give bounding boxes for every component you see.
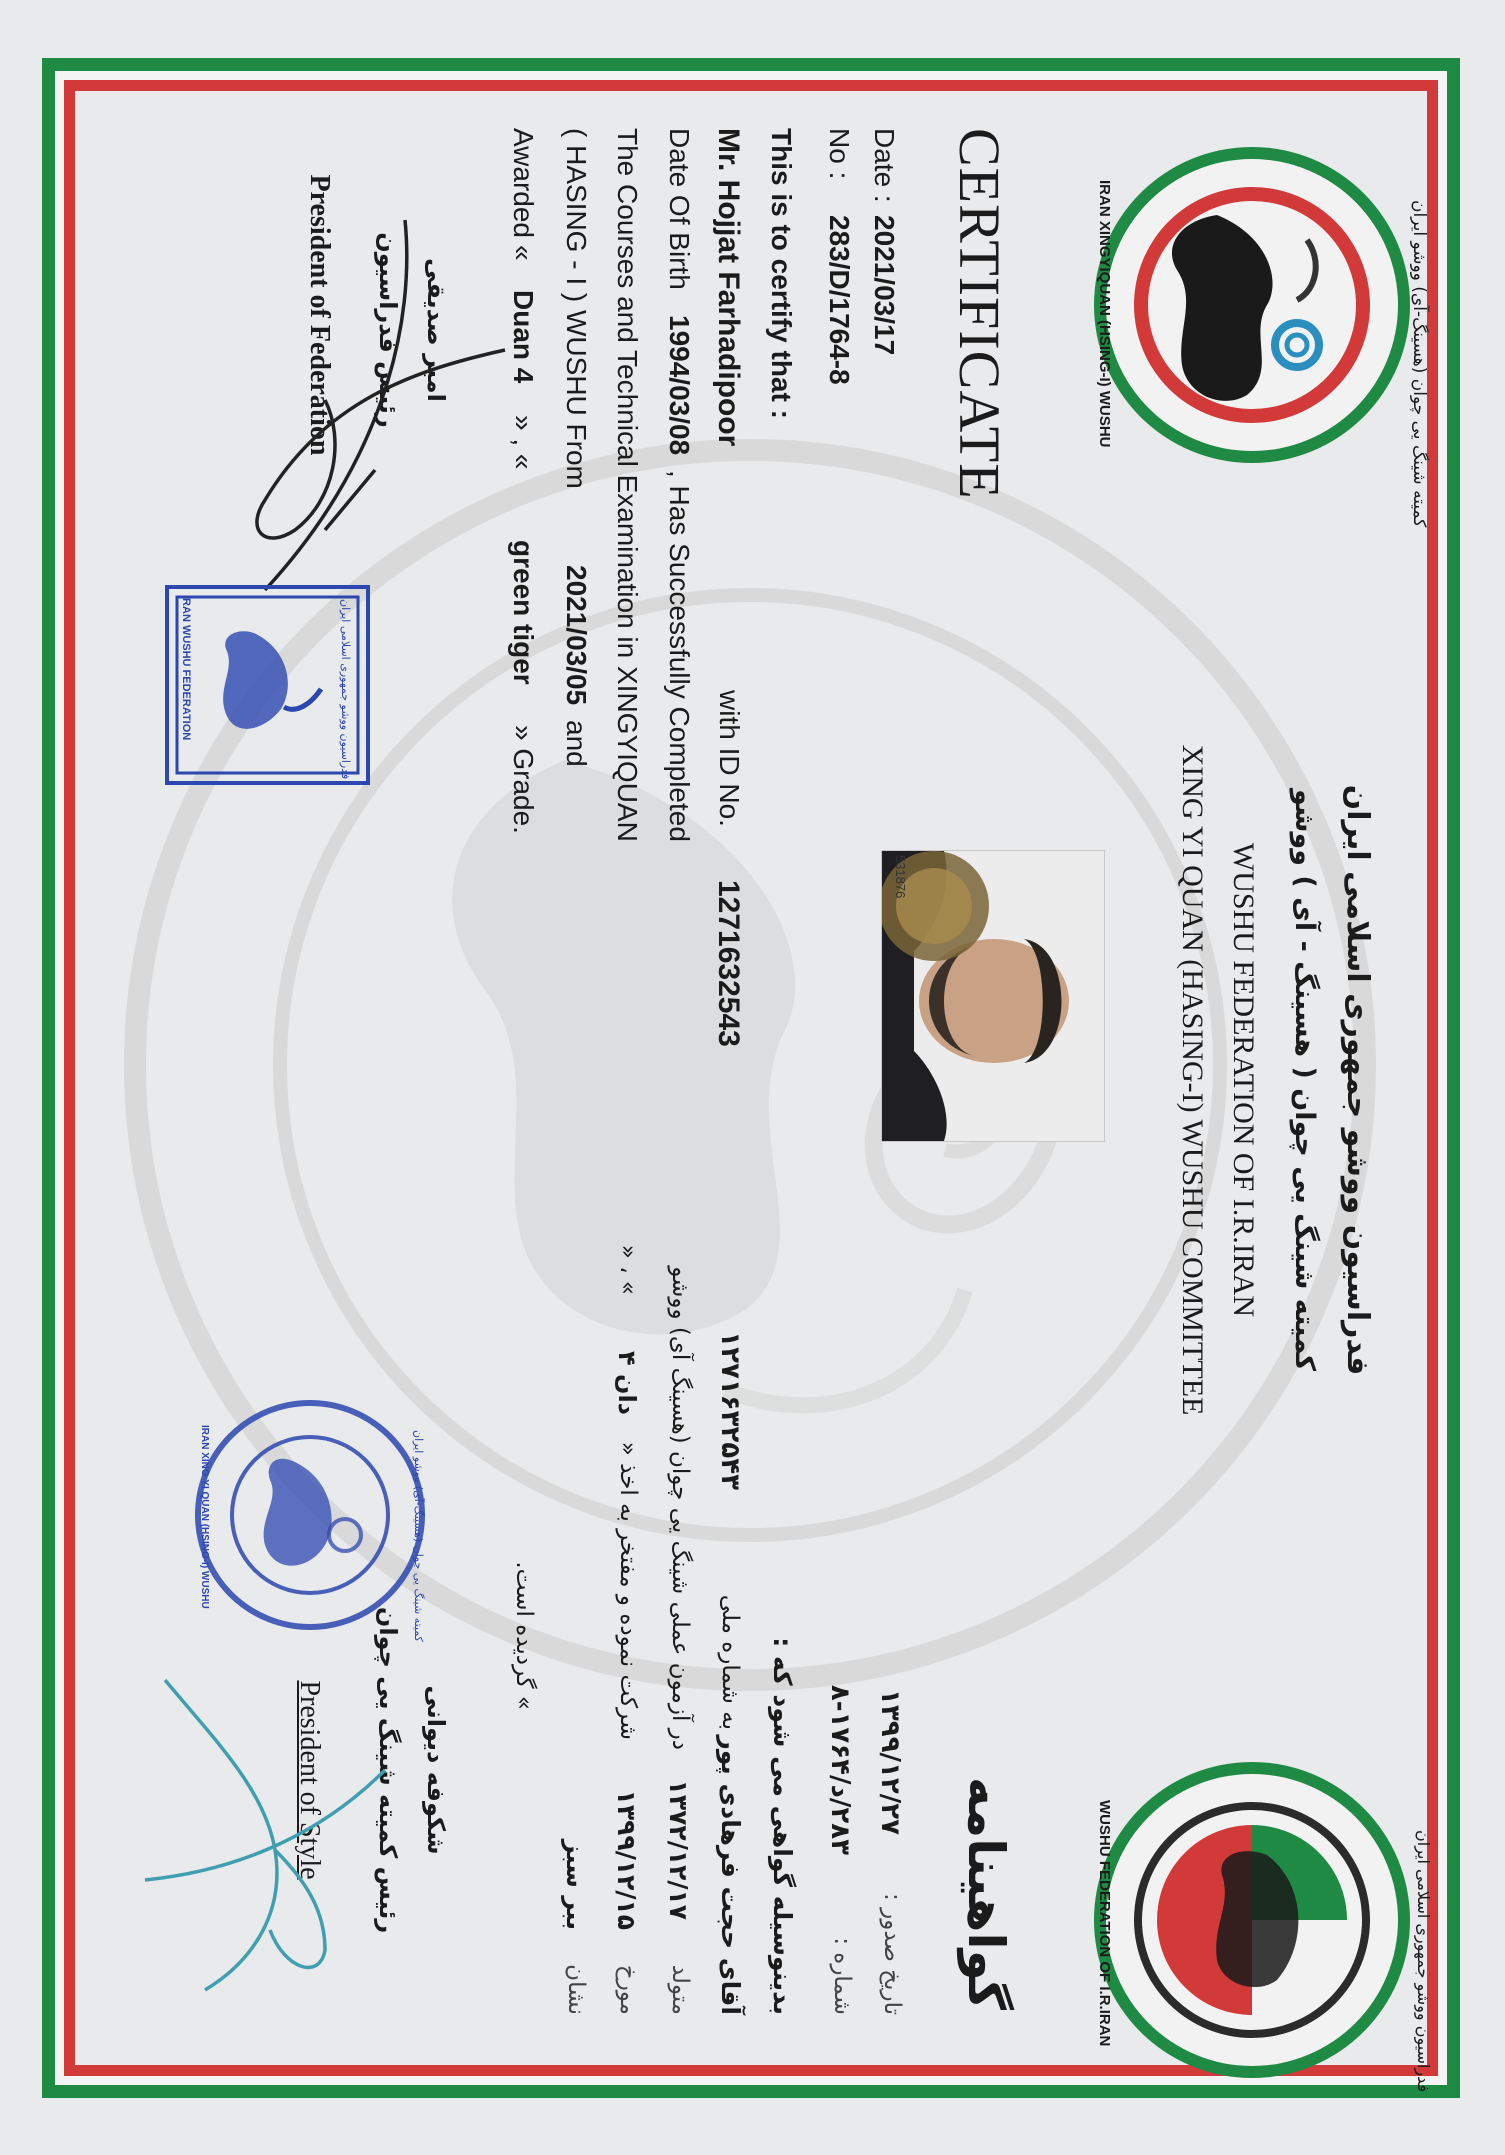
committee-logo-icon	[1087, 140, 1417, 470]
persian-exam-text: در آزمون عملی شینگ یی چوان (هسینگ آی) ووشو	[667, 1266, 693, 1750]
english-courses-text: The Courses and Technical Examination in XINGYIQUAN	[612, 128, 643, 842]
english-dob-value: 1994/03/08	[664, 315, 695, 456]
english-awarded-label: Awarded	[508, 128, 539, 239]
right-signature-icon	[115, 1650, 445, 2030]
persian-badge-label: نشان	[563, 1964, 589, 2015]
english-grade-text: » Grade.	[508, 725, 539, 834]
english-no-label: No :	[824, 128, 855, 180]
portrait-photo	[881, 850, 1105, 1142]
english-green-tiger: green tiger	[508, 540, 539, 685]
english-id-value: 1271632543	[712, 880, 745, 1047]
persian-sep: » ، «	[615, 1244, 641, 1295]
recipient-name-en: Mr. Hojjat Farhadipoor	[712, 128, 745, 447]
left-signatory-title-fa: رئیس فدراسیون	[374, 232, 402, 428]
persian-date-value: ۱۳۹۹/۱۲/۲۷	[875, 1689, 905, 1835]
left-signatory-name: امیر صدیقی	[422, 258, 450, 402]
left-signatory-title-en: President of Federation	[304, 174, 335, 456]
english-hasing-text: ( HASING - I ) WUSHU From	[561, 128, 592, 489]
recipient-name-fa: آقای حجت فرهادی پور	[716, 1735, 745, 2015]
right-signatory-title-en: President of Style	[294, 1680, 325, 1880]
committee-round-stamp-icon	[190, 1395, 430, 1635]
persian-duan: دان ۴	[613, 1350, 641, 1415]
persian-born-value: ۱۳۷۲/۱۲/۱۷	[664, 1779, 693, 1920]
english-title: CERTIFICATE	[947, 128, 1012, 500]
english-open-quote: «	[508, 245, 539, 261]
persian-badge-value: ببر سبز	[561, 1839, 589, 1930]
federation-stamp	[165, 585, 370, 785]
persian-no-value: ۲۸۳/د/۱۷۶۴-۸	[825, 1684, 855, 1855]
left-seal-ring-text: IRAN XINGYIQUAN (HSING-I) WUSHU	[1096, 180, 1113, 448]
persian-date-label: تاریخ صدور :	[879, 1893, 905, 2015]
right-signatory-title-fa: رئیس کمیته شینگ یی چوان	[374, 1606, 402, 1934]
persian-certify: بدینوسیله گواهی می شود که :	[768, 1637, 797, 2015]
persian-header-line2: کمیته شینگ یی چوان ( هسینگ - آی ) ووشو	[1289, 788, 1320, 1372]
persian-dated-label: مورخ	[615, 1964, 641, 2015]
english-date-value: 2021/03/17	[869, 215, 900, 356]
english-completed-text: , Has Successfully Completed	[664, 470, 695, 842]
english-and-text: and	[561, 720, 592, 767]
left-signature-icon	[225, 200, 525, 620]
english-header-line2: XING YI QUAN (HASING-I) WUSHU COMMITTEE	[1176, 744, 1209, 1416]
federation-logo-icon	[1087, 1755, 1417, 2085]
persian-dated-value: ۱۳۹۹/۱۲/۱۵	[612, 1789, 641, 1930]
right-seal-ring-text: WUSHU FEDERATION OF I.R.IRAN	[1096, 1800, 1113, 2047]
english-no-value: 283/D/1764-8	[824, 215, 855, 385]
persian-id-label: به شماره ملی	[717, 1594, 743, 1730]
persian-id-value: ۱۲۷۱۶۳۲۵۴۳	[715, 1331, 745, 1490]
persian-participated-text: شرکت نموده و مفتخر به اخذ «	[615, 1441, 641, 1740]
federation-stamp-text-fa: فدراسیون ووشو جمهوری اسلامی ایران	[339, 599, 352, 780]
english-date-label: Date :	[869, 128, 900, 203]
persian-no-label: شماره :	[829, 1937, 855, 2015]
persian-received-text: » گردیده است.	[511, 1561, 537, 1710]
english-duan: Duan 4	[508, 290, 539, 384]
english-certify: This is to certify that :	[766, 128, 797, 419]
persian-title: گواهینامه	[957, 1776, 1015, 2010]
photo-serial: 531876	[893, 855, 908, 899]
english-id-label: with ID No.	[714, 690, 745, 827]
federation-stamp-icon	[169, 589, 366, 781]
english-dob-label: Date Of Birth	[664, 128, 695, 290]
committee-stamp-ring-fa: کمیته شینگ یی چوان (هسینگ-آی) ووشو ایران	[412, 1430, 425, 1642]
right-seal-top-text: فدراسیون ووشو جمهوری اسلامی ایران	[1414, 1830, 1433, 2093]
committee-stamp-ring-en: IRAN XING YI QUAN (HSING-I) WUSHU	[199, 1425, 210, 1609]
left-seal-top-text: کمیته شینگ یی چوان (هسینگ-آی) ووشو ایران	[1409, 200, 1429, 528]
persian-born-label: متولد	[667, 1964, 693, 2015]
english-header-line1: WUSHU FEDERATION OF I.R.IRAN	[1227, 842, 1260, 1318]
federation-stamp-text-en: IRAN WUSHU FEDERATION	[180, 595, 192, 741]
portrait-image-icon	[882, 851, 1104, 1141]
english-from-date: 2021/03/05	[561, 565, 592, 706]
english-mid-quote: » , «	[508, 415, 539, 470]
right-signatory-name: شکوفه دیوانی	[422, 1685, 450, 1855]
persian-header-line1: فدراسیون ووشو جمهوری اسلامی ایران	[1340, 784, 1375, 1376]
